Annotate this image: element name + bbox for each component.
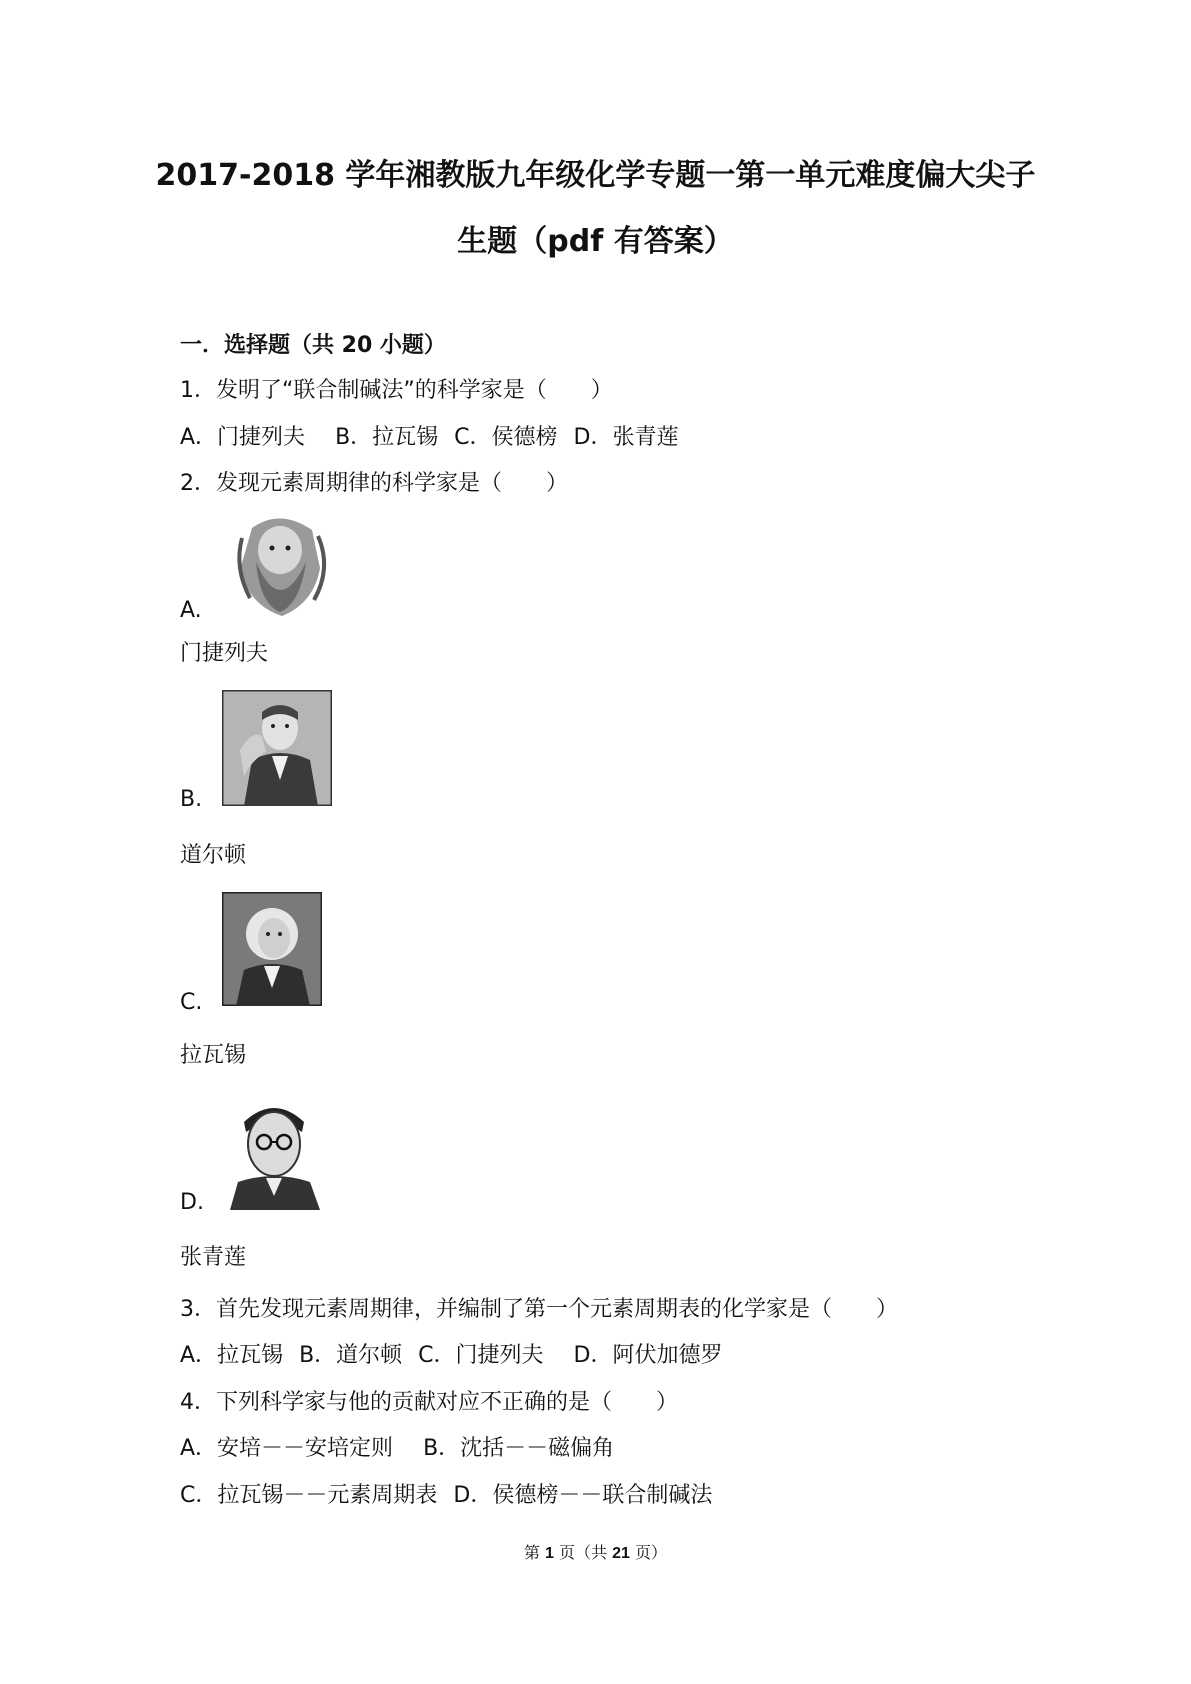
q3-option-a: A．拉瓦锡 <box>180 1343 284 1368</box>
footer-suffix: 页） <box>629 1543 668 1562</box>
page-footer <box>0 1540 1191 1563</box>
q4-option-c: C．拉瓦锡－－元素周期表 <box>180 1483 438 1508</box>
question-4-stem: 4．下列科学家与他的贡献对应不正确的是（ ） <box>180 1390 678 1415</box>
portrait-mendeleev-image <box>222 508 340 618</box>
footer-page-number: 1 <box>545 1545 554 1562</box>
q2-option-b-name: 道尔顿 <box>180 843 247 868</box>
q4-option-d: D．侯德榜－－联合制碱法 <box>453 1483 713 1508</box>
q2-option-d-letter: D. <box>180 1190 204 1215</box>
q2-option-c-name: 拉瓦锡 <box>180 1043 247 1068</box>
section-heading: 一．选择题（共 20 小题） <box>180 333 446 358</box>
q4-option-a: A．安培－－安培定则 <box>180 1436 394 1461</box>
footer-total-pages: 21 <box>612 1545 630 1562</box>
question-4-options-row-2 <box>180 1478 742 1509</box>
question-1-options <box>180 420 708 451</box>
q4-option-b: B．沈括－－磁偏角 <box>423 1436 615 1461</box>
q2-option-a-letter: A. <box>180 598 202 623</box>
question-4-options-row-1 <box>180 1431 644 1462</box>
question-3-stem: 3．首先发现元素周期律，并编制了第一个元素周期表的化学家是（ ） <box>180 1297 898 1322</box>
portrait-dalton-image <box>222 690 332 806</box>
q1-option-d: D．张青莲 <box>573 425 679 450</box>
portrait-zhang-qinglian-image <box>222 1092 326 1210</box>
document-title-line-1: 2017-2018 学年湘教版九年级化学专题一第一单元难度偏大尖子 <box>155 158 1036 193</box>
q2-option-c-letter: C. <box>180 990 203 1015</box>
q2-option-d-name: 张青莲 <box>180 1245 247 1270</box>
question-1-stem: 1．发明了“联合制碱法”的科学家是（ ） <box>180 378 613 403</box>
question-2-stem: 2．发现元素周期律的科学家是（ ） <box>180 471 568 496</box>
question-3-options <box>180 1338 752 1369</box>
q2-option-a-name: 门捷列夫 <box>180 641 269 666</box>
q3-option-b: B．道尔顿 <box>299 1343 403 1368</box>
q3-option-d: D．阿伏加德罗 <box>573 1343 723 1368</box>
q1-option-a: A．门捷列夫 <box>180 425 306 450</box>
document-title-line-2: 生题（pdf 有答案） <box>457 224 734 259</box>
footer-prefix: 第 <box>523 1543 546 1562</box>
portrait-lavoisier-image <box>222 892 322 1006</box>
q3-option-c: C．门捷列夫 <box>418 1343 544 1368</box>
q2-option-b-letter: B. <box>180 787 203 812</box>
q1-option-b: B．拉瓦锡 <box>335 425 439 450</box>
q1-option-c: C．侯德榜 <box>454 425 558 450</box>
footer-mid: 页（共 <box>553 1543 613 1562</box>
